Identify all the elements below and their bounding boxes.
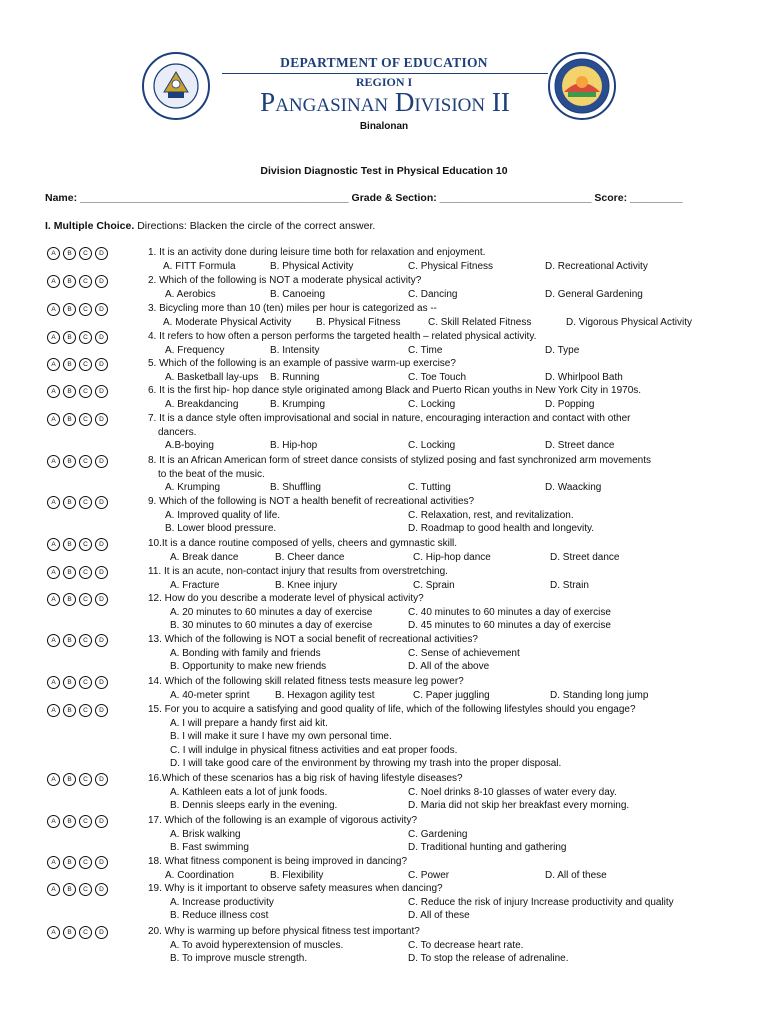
answer-bubble-c[interactable]: C [79,247,92,260]
answer-option: B. To improve muscle strength. [170,953,308,965]
answer-option: C. Hip-hop dance [413,551,491,563]
answer-option: D. Strain [550,579,589,591]
answer-option: D. Whirlpool Bath [545,371,623,383]
answer-bubble-c[interactable]: C [79,593,92,606]
question-text: 12. How do you describe a moderate level of physical activity? [148,593,424,604]
answer-option: B. Reduce illness cost [170,910,269,922]
answer-bubble-c[interactable]: C [79,538,92,551]
answer-bubble-d[interactable]: D [95,358,108,371]
question-text: 5. Which of the following is an example of passive warm-up exercise? [148,358,456,369]
answer-option: C. Physical Fitness [408,260,494,272]
answer-bubble-c[interactable]: C [79,773,92,786]
answer-bubble-c[interactable]: C [79,704,92,717]
pangasinan-division-seal-logo [548,52,616,120]
answer-bubbles [47,385,108,398]
answer-bubble-d[interactable]: D [95,773,108,786]
answer-option: D. 45 minutes to 60 minutes a day of exercise [408,620,611,632]
header-divider [222,73,548,74]
answer-bubble-d[interactable]: D [95,676,108,689]
answer-bubbles [47,247,108,260]
answer-bubble-a[interactable]: A [47,634,60,647]
answer-bubble-a[interactable]: A [47,247,60,260]
answer-bubble-d[interactable]: D [95,883,108,896]
answer-bubbles [47,773,108,786]
answer-bubbles [47,856,108,869]
answer-bubble-a[interactable]: A [47,676,60,689]
answer-bubble-a[interactable]: A [47,593,60,606]
answer-bubble-a[interactable]: A [47,815,60,828]
answer-bubble-c[interactable]: C [79,856,92,869]
answer-option: B. Hexagon agility test [275,689,375,701]
answer-option: B. Opportunity to make new friends [170,661,327,673]
answer-bubble-a[interactable]: A [47,303,60,316]
answer-option: C. 40 minutes to 60 minutes a day of exercise [408,606,611,618]
answer-bubble-d[interactable]: D [95,566,108,579]
question-text: 6. It is the first hip- hop dance style originated among Black and Puerto Rican youths in New York City in 1970s. [148,385,642,396]
answer-option: B. Fast swimming [170,842,249,854]
answer-option: D. All of the above [408,661,490,673]
answer-option: A. I will prepare a handy first aid kit. [170,717,328,729]
question-text: 2. Which of the following is NOT a moderate physical activity? [148,275,422,286]
answer-option: C. Dancing [408,288,458,300]
answer-option: A. 40-meter sprint [170,689,250,701]
town-label: Binalonan [359,121,409,132]
question-text-continued: to the beat of the music. [158,468,265,480]
answer-bubble-d[interactable]: D [95,331,108,344]
answer-bubble-a[interactable]: A [47,413,60,426]
answer-option: C. Time [408,344,443,356]
answer-option: D. Popping [545,398,595,410]
answer-bubble-b[interactable]: B [63,303,76,316]
answer-bubbles [47,538,108,551]
answer-option: A. FITT Formula [163,260,236,272]
answer-option: A. Aerobics [165,288,216,300]
answer-option: B. Hip-hop [270,440,318,452]
answer-bubble-c[interactable]: C [79,676,92,689]
answer-bubble-c[interactable]: C [79,358,92,371]
answer-bubble-b[interactable]: B [63,883,76,896]
answer-option: D. Maria did not skip her breakfast every morning. [408,800,630,812]
answer-option: A. Increase productivity [170,896,274,908]
answer-option: A. Krumping [165,482,221,494]
test-title: Division Diagnostic Test in Physical Education 10 [260,165,508,177]
answer-option: B. 30 minutes to 60 minutes a day of exercise [170,620,373,632]
answer-bubble-d[interactable]: D [95,385,108,398]
answer-option: A. Breakdancing [165,398,239,410]
question-text: 8. It is an African American form of street dance consists of stylized posing and fast synchronized arm movements [148,455,652,466]
answer-bubble-d[interactable]: D [95,704,108,717]
answer-option: D. Vigorous Physical Activity [566,316,692,328]
answer-bubbles [47,926,108,939]
answer-bubble-a[interactable]: A [47,926,60,939]
answer-option: B. Running [270,371,320,383]
question-text: 15. For you to acquire a satisfying and good quality of life, which of the following lifestyles should you engage? [148,704,636,715]
answer-bubble-d[interactable]: D [95,413,108,426]
question-text: 16.Which of these scenarios has a big risk of having lifestyle diseases? [148,773,463,784]
answer-bubble-d[interactable]: D [95,538,108,551]
answer-option: B. Lower blood pressure. [165,523,277,535]
answer-option: B. Canoeing [270,288,326,300]
answer-bubble-d[interactable]: D [95,593,108,606]
answer-option: D. Roadmap to good health and longevity. [408,523,595,535]
answer-option: C. Sense of achievement [408,647,520,659]
answer-bubbles [47,676,108,689]
answer-bubbles [47,455,108,468]
question-text: 13. Which of the following is NOT a social benefit of recreational activities? [148,634,478,645]
question-text: 14. Which of the following skill related fitness tests measure leg power? [148,676,464,687]
answer-option: A. To avoid hyperextension of muscles. [170,939,344,951]
answer-option: B. Physical Fitness [316,316,401,328]
answer-bubble-b[interactable]: B [63,704,76,717]
answer-option: D. All of these [545,869,607,881]
answer-bubble-d[interactable]: D [95,856,108,869]
answer-bubbles [47,358,108,371]
answer-bubbles [47,566,108,579]
answer-option: B. Shuffling [270,482,321,494]
answer-bubbles [47,593,108,606]
question-text: 7. It is a dance style often improvisational and social in nature, encouraging interaction and contact with other [148,413,631,424]
question-text: 10.It is a dance routine composed of yells, cheers and gymnastic skill. [148,538,458,549]
answer-option: D. All of these [408,910,470,922]
answer-option: B. Flexibility [270,869,324,881]
answer-option: C. I will indulge in physical fitness activities and eat proper foods. [170,744,458,756]
answer-option: C. Reduce the risk of injury Increase productivity and quality [408,896,674,908]
answer-option: A. Kathleen eats a lot of junk foods. [170,786,328,798]
answer-option: D. Street dance [550,551,620,563]
answer-bubble-d[interactable]: D [95,926,108,939]
answer-bubble-b[interactable]: B [63,358,76,371]
answer-option: B. Krumping [270,398,326,410]
answer-bubble-c[interactable]: C [79,815,92,828]
answer-bubble-c[interactable]: C [79,413,92,426]
answer-option: B. Dennis sleeps early in the evening. [170,800,338,812]
name-grade-score-line[interactable]: Name: ______________________________________________ Grade & Section: __________________________ Score: _________ [45,192,683,204]
answer-option: D. Recreational Activity [545,260,648,272]
answer-bubble-b[interactable]: B [63,385,76,398]
answer-option: A. Bonding with family and friends [170,647,321,659]
answer-bubbles [47,815,108,828]
answer-bubble-b[interactable]: B [63,566,76,579]
department-title: DEPARTMENT OF EDUCATION [280,55,488,70]
section-heading [45,220,375,232]
answer-bubble-b[interactable]: B [63,247,76,260]
answer-bubble-a[interactable]: A [47,496,60,509]
answer-bubbles [47,331,108,344]
answer-bubble-b[interactable]: B [63,275,76,288]
answer-option: C. Locking [408,398,456,410]
answer-option: D. I will take good care of the environment by throwing my trash into the proper disposal. [170,758,562,770]
answer-option: D. Type [545,344,580,356]
answer-bubble-b[interactable]: B [63,815,76,828]
answer-bubble-a[interactable]: A [47,385,60,398]
answer-bubble-c[interactable]: C [79,634,92,647]
question-text: 18. What fitness component is being improved in dancing? [148,856,408,867]
answer-bubble-c[interactable]: C [79,275,92,288]
answer-bubble-b[interactable]: B [63,593,76,606]
answer-bubbles [47,496,108,509]
question-text: 3. Bicycling more than 10 (ten) miles per hour is categorized as -- [148,303,438,314]
answer-bubble-b[interactable]: B [63,676,76,689]
question-text: 17. Which of the following is an example of vigorous activity? [148,815,418,826]
answer-bubble-a[interactable]: A [47,566,60,579]
question-text: 19. Why is it important to observe safety measures when dancing? [148,883,443,894]
answer-option: C. Toe Touch [408,371,467,383]
answer-bubbles [47,883,108,896]
answer-bubble-b[interactable]: B [63,856,76,869]
answer-option: A.B-boying [165,440,214,452]
answer-bubble-a[interactable]: A [47,773,60,786]
answer-option: B. Physical Activity [270,260,354,272]
answer-option: D. Standing long jump [550,689,649,701]
answer-bubble-b[interactable]: B [63,634,76,647]
question-text: 4. It refers to how often a person performs the targeted health – related physical activity. [148,331,537,342]
answer-bubble-d[interactable]: D [95,247,108,260]
answer-option: B. Cheer dance [275,551,345,563]
answer-bubble-c[interactable]: C [79,566,92,579]
answer-option: A. Improved quality of life. [165,509,281,521]
answer-bubble-a[interactable]: A [47,538,60,551]
answer-bubble-d[interactable]: D [95,303,108,316]
answer-bubble-c[interactable]: C [79,303,92,316]
answer-bubbles [47,413,108,426]
answer-bubble-b[interactable]: B [63,926,76,939]
section-directions: Directions: Blacken the circle of the correct answer. [137,220,376,232]
answer-bubbles [47,275,108,288]
answer-option: A. Basketball lay-ups [165,371,259,383]
answer-bubble-b[interactable]: B [63,538,76,551]
answer-option: A. Coordination [165,869,234,881]
answer-bubble-d[interactable]: D [95,455,108,468]
section-title: I. Multiple Choice. [45,220,135,232]
answer-bubble-a[interactable]: A [47,275,60,288]
answer-bubble-a[interactable]: A [47,856,60,869]
answer-bubble-a[interactable]: A [47,358,60,371]
division-title: Pangasinan Division II [260,87,510,117]
answer-option: A. Fracture [170,579,220,591]
answer-option: D. To stop the release of adrenaline. [408,953,569,965]
answer-option: B. I will make it sure I have my own personal time. [170,731,392,743]
answer-bubble-c[interactable]: C [79,455,92,468]
answer-bubble-a[interactable]: A [47,455,60,468]
answer-option: D. Traditional hunting and gathering [408,842,567,854]
answer-option: C. Gardening [408,828,468,840]
answer-option: C. Paper juggling [413,689,490,701]
answer-option: C. To decrease heart rate. [408,939,524,951]
answer-bubble-c[interactable]: C [79,496,92,509]
answer-bubble-b[interactable]: B [63,455,76,468]
question-text: 20. Why is warming up before physical fitness test important? [148,926,420,937]
answer-option: C. Locking [408,440,456,452]
answer-bubble-c[interactable]: C [79,883,92,896]
answer-option: C. Tutting [408,482,451,494]
answer-option: D. Waacking [545,482,602,494]
answer-bubble-d[interactable]: D [95,275,108,288]
answer-bubble-c[interactable]: C [79,926,92,939]
answer-option: D. Street dance [545,440,615,452]
answer-bubble-b[interactable]: B [63,413,76,426]
answer-bubbles [47,704,108,717]
answer-bubble-c[interactable]: C [79,331,92,344]
answer-option: A. Moderate Physical Activity [163,316,292,328]
answer-bubble-d[interactable]: D [95,496,108,509]
question-text: 11. It is an acute, non-contact injury that results from overstretching. [148,566,448,577]
answer-option: B. Intensity [270,344,320,356]
answer-option: A. Break dance [170,551,239,563]
answer-bubble-d[interactable]: D [95,634,108,647]
answer-bubble-b[interactable]: B [63,331,76,344]
answer-option: C. Skill Related Fitness [428,316,532,328]
answer-bubble-c[interactable]: C [79,385,92,398]
answer-bubble-a[interactable]: A [47,331,60,344]
question-text: 1. It is an activity done during leisure time both for relaxation and enjoyment. [148,247,486,258]
answer-bubble-b[interactable]: B [63,773,76,786]
answer-option: C. Sprain [413,579,455,591]
answer-option: A. Brisk walking [170,828,241,840]
deped-seal-logo [142,52,210,120]
answer-option: C. Relaxation, rest, and revitalization. [408,509,574,521]
question-text: 9. Which of the following is NOT a health benefit of recreational activities? [148,496,475,507]
answer-option: D. General Gardening [545,288,643,300]
question-text-continued: dancers. [158,426,197,438]
answer-bubble-b[interactable]: B [63,496,76,509]
answer-option: B. Knee injury [275,579,338,591]
answer-option: C. Noel drinks 8-10 glasses of water every day. [408,786,617,798]
answer-option: A. Frequency [165,344,225,356]
region-title: REGION I [355,75,413,89]
answer-option: C. Power [408,869,450,881]
answer-option: A. 20 minutes to 60 minutes a day of exercise [170,606,373,618]
answer-bubbles [47,634,108,647]
answer-bubbles [47,303,108,316]
answer-bubble-d[interactable]: D [95,815,108,828]
answer-bubble-a[interactable]: A [47,883,60,896]
answer-bubble-a[interactable]: A [47,704,60,717]
